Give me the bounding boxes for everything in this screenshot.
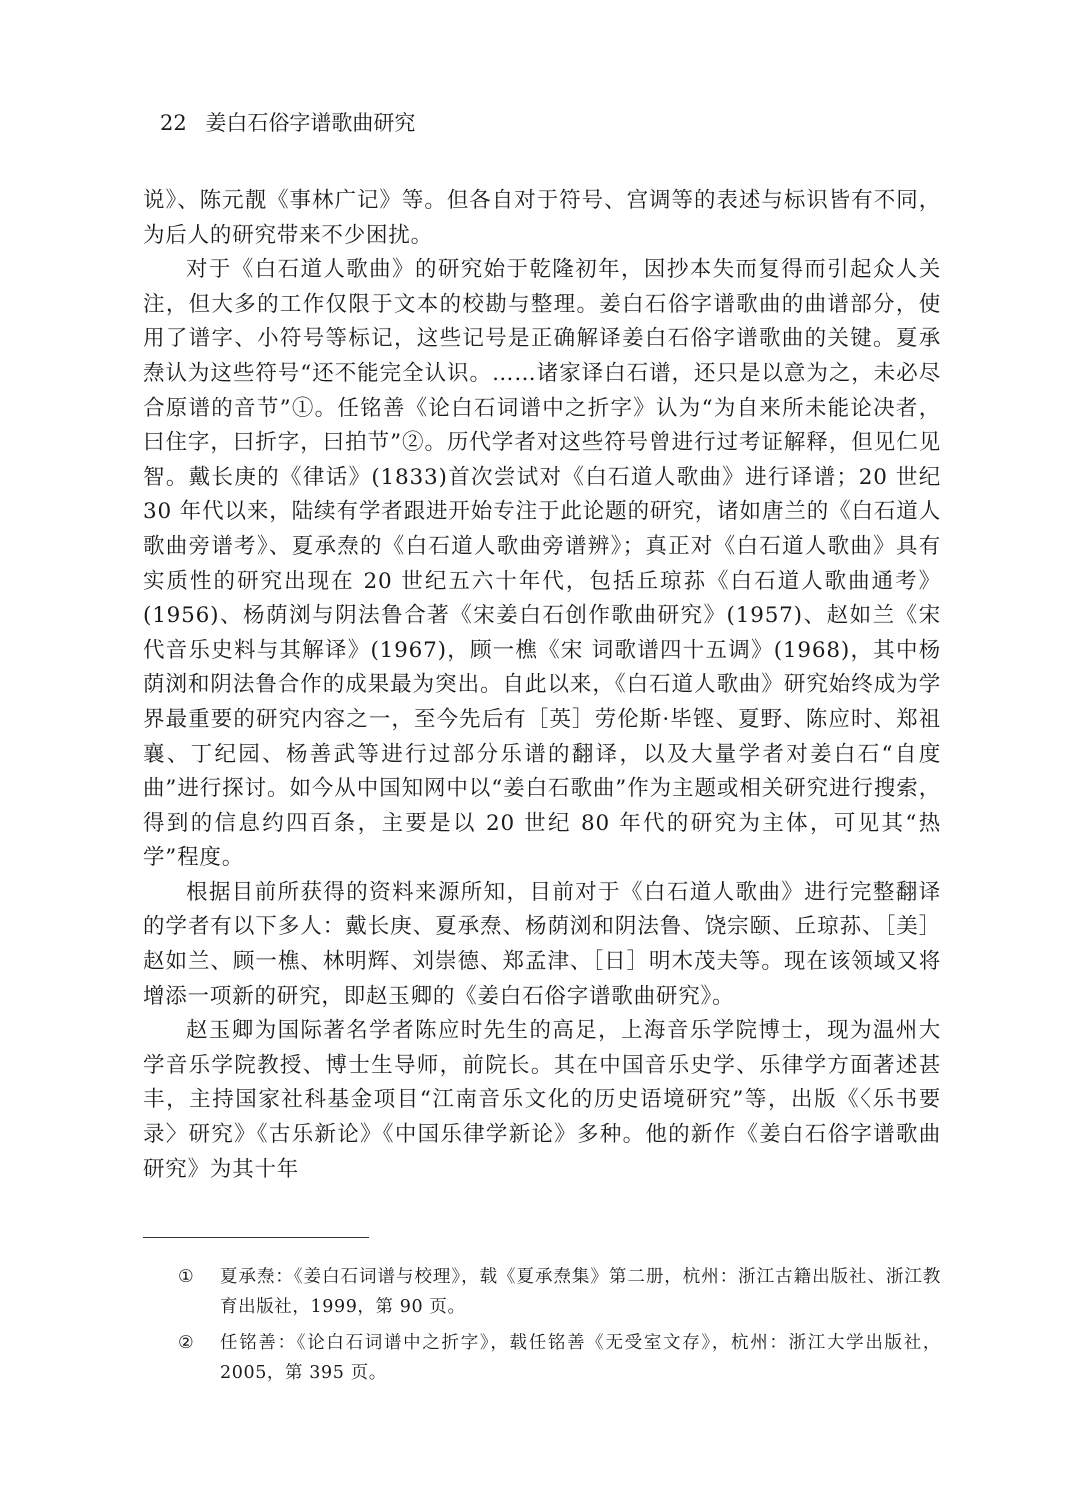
book-title: 姜白石俗字谱歌曲研究 xyxy=(205,111,416,135)
footnote-text: 夏承焘：《姜白石词谱与校理》，载《夏承焘集》第二册，杭州：浙江古籍出版社、浙江教育出版社，1999，第 90 页。 xyxy=(220,1267,941,1317)
footnote-mark: ① xyxy=(178,1267,195,1287)
footnote-text: 任铭善：《论白石词谱中之折字》，载任铭善《无受室文存》，杭州：浙江大学出版社，2005，第 395 页。 xyxy=(220,1333,941,1383)
paragraph-author-intro: 赵玉卿为国际著名学者陈应时先生的高足，上海音乐学院博士，现为温州大学音乐学院教授、博士生导师，前院长。其在中国音乐史学、乐律学方面著述甚丰，主持国家社科基金项目“江南音乐文化的历史语境研究”等，出版《〈乐书要录〉研究》《古乐新论》《中国乐律学新论》多种。他的新作《姜白石俗字谱歌曲研究》为其十年 xyxy=(143,1018,941,1182)
body-text xyxy=(143,184,941,1187)
paragraph-continued: 说》、陈元靓《事林广记》等。但各自对于符号、宫调等的表述与标识皆有不同，为后人的研究带来不少困扰。 xyxy=(143,188,941,248)
footnotes xyxy=(178,1262,941,1394)
running-head xyxy=(160,108,415,138)
footnote-2 xyxy=(178,1328,941,1388)
paragraph-research-history: 对于《白石道人歌曲》的研究始于乾隆初年，因抄本失而复得而引起众人关注，但大多的工作仅限于文本的校勘与整理。姜白石俗字谱歌曲的曲谱部分，使用了谱字、小符号等标记，这些记号是正确解译姜白石俗字谱歌曲的关键。夏承焘认为这些符号“还不能完全认识。……诸家译白石谱，还只是以意为之，未必尽合原谱的音节”①。任铭善《论白石词谱中之折字》认为“为自来所未能论决者，曰住字，曰折字，曰拍节”②。历代学者对这些符号曾进行过考证解释，但见仁见智。戴长庚的《律话》(1833)首次尝试对《白石道人歌曲》进行译谱；20 世纪 30 年代以来，陆续有学者跟进开始专注于此论题的研究，诸如唐兰的《白石道人歌曲旁谱考》、夏承焘的《白石道人歌曲旁谱辨》；真正对《白石道人歌曲》具有实质性的研究出现在 20 世纪五六十年代，包括丘琼荪《白石道人歌曲通考》(1956)、杨荫浏与阴法鲁合著《宋姜白石创作歌曲研究》(1957)、赵如兰《宋代音乐史料与其解译》(1967)，顾一樵《宋 词歌谱四十五调》(1968)，其中杨荫浏和阴法鲁合作的成果最为突出。自此以来，《白石道人歌曲》研究始终成为学界最重要的研究内容之一，至今先后有［英］劳伦斯·毕铿、夏野、陈应时、郑祖襄、丁纪园、杨善武等进行过部分乐谱的翻译，以及大量学者对姜白石“自度曲”进行探讨。如今从中国知网中以“姜白石歌曲”作为主题或相关研究进行搜索，得到的信息约四百条，主要是以 20 世纪 80 年代的研究为主体，可见其“热学”程度。 xyxy=(143,257,941,871)
footnote-mark: ② xyxy=(178,1333,195,1353)
footnote-1 xyxy=(178,1262,941,1322)
page-number: 22 xyxy=(160,111,187,135)
paragraph-translators: 根据目前所获得的资料来源所知，目前对于《白石道人歌曲》进行完整翻译的学者有以下多人：戴长庚、夏承焘、杨荫浏和阴法鲁、饶宗颐、丘琼荪、［美］赵如兰、顾一樵、林明辉、刘崇德、郑孟津、［日］明木茂夫等。现在该领域又将增添一项新的研究，即赵玉卿的《姜白石俗字谱歌曲研究》。 xyxy=(143,879,941,1009)
footnote-separator xyxy=(143,1237,369,1238)
